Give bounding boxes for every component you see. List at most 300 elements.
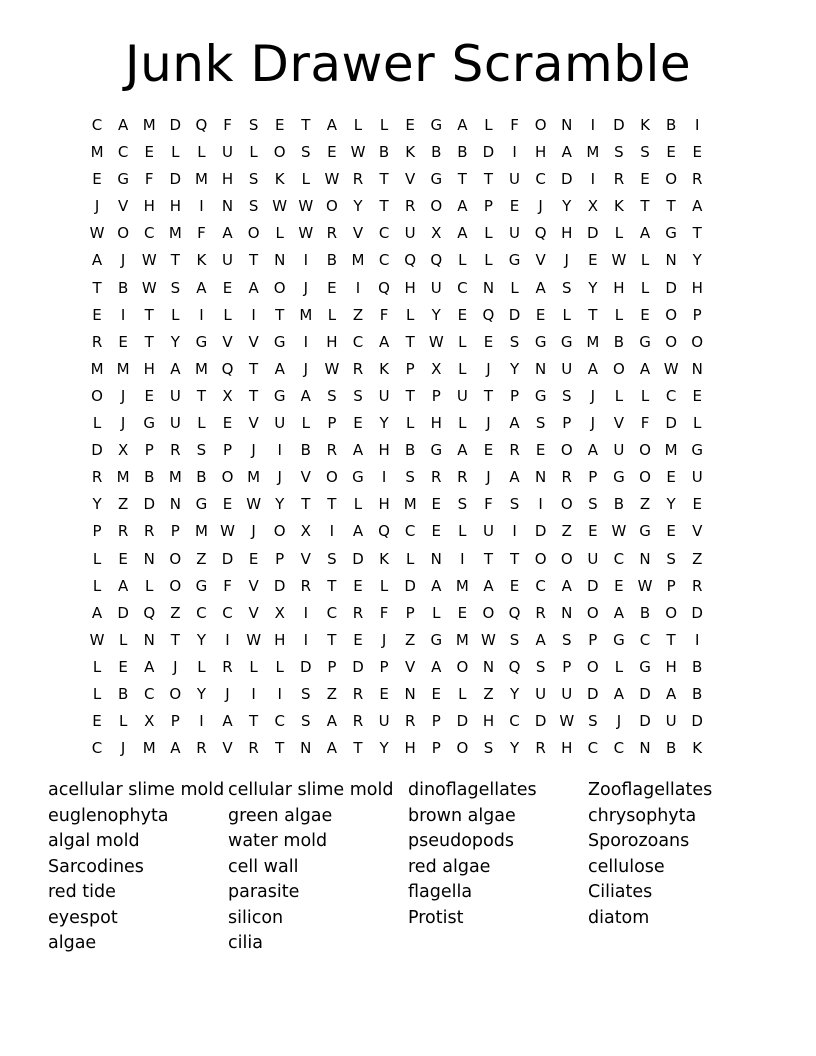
grid-letter: H	[482, 712, 495, 731]
grid-letter: C	[613, 549, 625, 568]
grid-letter: T	[405, 386, 415, 405]
grid-row	[84, 166, 710, 193]
grid-letter: O	[169, 576, 182, 595]
grid-letter: O	[665, 170, 678, 189]
grid-row	[84, 356, 710, 383]
grid-row	[84, 410, 710, 437]
grid-letter: O	[482, 603, 495, 622]
grid-row	[84, 546, 710, 573]
grid-letter: P	[483, 197, 493, 216]
grid-letter: A	[91, 251, 103, 270]
grid-letter: A	[535, 278, 546, 297]
grid-letter: S	[588, 712, 598, 731]
grid-letter: I	[120, 305, 126, 324]
grid-letter: E	[353, 576, 363, 595]
grid-letter: I	[694, 116, 700, 134]
grid-row	[84, 491, 710, 518]
grid-letter: Q	[482, 305, 495, 324]
grid-letter: E	[222, 414, 233, 433]
grid-letter: H	[169, 197, 181, 216]
grid-letter: W	[220, 522, 235, 541]
grid-letter: X	[222, 386, 233, 405]
grid-row	[84, 329, 710, 356]
grid-letter: D	[665, 278, 677, 297]
grid-letter: C	[378, 251, 390, 270]
grid-letter: Y	[196, 630, 206, 649]
grid-letter: I	[277, 441, 282, 460]
grid-letter: T	[249, 386, 259, 405]
grid-letter: F	[484, 495, 493, 514]
grid-letter: W	[481, 630, 496, 649]
grid-letter: Y	[170, 332, 180, 351]
grid-letter: A	[300, 386, 311, 405]
grid-letter: E	[431, 522, 441, 541]
grid-letter: W	[89, 630, 105, 649]
grid-letter: G	[691, 441, 704, 460]
grid-letter: V	[248, 603, 259, 622]
grid-letter: X	[300, 522, 311, 541]
grid-letter: J	[616, 712, 622, 731]
grid-letter: S	[327, 386, 337, 405]
grid-letter: V	[300, 468, 311, 487]
grid-letter: L	[197, 143, 206, 162]
grid-letter: J	[277, 468, 282, 487]
grid-letter: E	[666, 143, 676, 162]
grid-letter: J	[538, 197, 543, 216]
grid-letter: L	[92, 657, 102, 676]
grid-letter: B	[405, 441, 416, 460]
grid-letter: G	[430, 630, 443, 649]
grid-letter: L	[301, 414, 310, 433]
grid-letter: U	[561, 684, 573, 703]
grid-letter: L	[562, 305, 571, 324]
grid-letter: C	[91, 739, 103, 758]
grid-letter: L	[171, 143, 180, 162]
grid-letter: U	[404, 224, 416, 243]
grid-letter: E	[692, 143, 702, 162]
grid-letter: B	[665, 116, 677, 134]
grid-letter: G	[195, 332, 208, 351]
grid-letter: L	[484, 251, 493, 270]
grid-letter: D	[273, 576, 286, 595]
grid-letter: W	[559, 712, 575, 731]
grid-letter: T	[92, 278, 102, 297]
grid-letter: T	[509, 549, 520, 568]
grid-letter: A	[639, 359, 651, 378]
grid-letter: B	[117, 278, 129, 297]
grid-letter: T	[379, 197, 389, 216]
grid-letter: J	[564, 251, 569, 270]
grid-letter: O	[221, 468, 234, 487]
grid-letter: W	[246, 495, 262, 514]
word-list-item: Protist	[408, 907, 464, 928]
grid-letter: I	[199, 712, 204, 731]
grid-letter: Y	[509, 359, 520, 378]
grid-letter: D	[508, 305, 521, 324]
grid-letter: E	[118, 332, 128, 351]
grid-letter: G	[534, 386, 547, 405]
grid-letter: Q	[430, 251, 443, 270]
grid-letter: O	[534, 116, 547, 134]
grid-letter: I	[199, 197, 204, 216]
grid-letter: T	[301, 495, 311, 514]
grid-letter: B	[378, 143, 390, 162]
grid-letter: Z	[196, 549, 207, 568]
grid-letter: L	[405, 305, 415, 324]
grid-letter: T	[483, 549, 494, 568]
grid-letter: W	[663, 359, 679, 378]
grid-letter: D	[352, 657, 364, 676]
grid-letter: A	[118, 116, 129, 134]
grid-letter: D	[560, 170, 573, 189]
grid-letter: T	[249, 251, 259, 270]
grid-letter: S	[248, 116, 259, 134]
word-column	[588, 778, 766, 931]
grid-letter: U	[430, 278, 442, 297]
grid-letter: J	[120, 739, 126, 758]
grid-letter: D	[117, 603, 129, 622]
grid-letter: M	[247, 468, 261, 487]
grid-letter: G	[143, 414, 156, 433]
grid-row	[84, 220, 710, 247]
grid-letter: T	[483, 170, 494, 189]
grid-letter: L	[405, 549, 415, 568]
grid-letter: P	[327, 414, 337, 433]
grid-letter: Z	[118, 495, 129, 514]
grid-letter: A	[170, 359, 181, 378]
grid-letter: R	[613, 170, 625, 189]
grid-letter: W	[272, 197, 288, 216]
grid-letter: F	[640, 414, 650, 433]
grid-letter: A	[326, 712, 338, 731]
grid-letter: R	[91, 468, 103, 487]
grid-letter: F	[379, 305, 389, 324]
grid-letter: Q	[143, 603, 156, 622]
grid-letter: L	[92, 684, 102, 703]
grid-letter: N	[143, 630, 155, 649]
grid-letter: A	[692, 197, 703, 216]
grid-letter: C	[639, 630, 651, 649]
grid-letter: S	[353, 386, 363, 405]
grid-letter: W	[324, 170, 340, 189]
grid-letter: W	[246, 630, 262, 649]
grid-letter: A	[222, 224, 233, 243]
grid-letter: S	[509, 630, 520, 649]
grid-letter: L	[353, 495, 363, 514]
grid-letter: V	[405, 657, 416, 676]
grid-letter: I	[512, 143, 517, 162]
grid-letter: L	[249, 657, 258, 676]
grid-letter: P	[562, 414, 572, 433]
grid-letter: R	[535, 603, 546, 622]
grid-letter: I	[512, 522, 517, 541]
grid-letter: E	[405, 116, 415, 134]
grid-letter: L	[484, 224, 493, 243]
grid-letter: L	[458, 522, 467, 541]
grid-letter: U	[535, 684, 547, 703]
grid-letter: O	[639, 441, 651, 460]
grid-letter: L	[301, 170, 310, 189]
grid-letter: B	[144, 468, 155, 487]
grid-letter: K	[196, 251, 207, 270]
grid-letter: O	[247, 224, 260, 243]
word-list-item: acellular slime mold	[48, 780, 225, 800]
grid-letter: O	[273, 278, 286, 297]
grid-letter: U	[665, 712, 677, 731]
grid-letter: J	[590, 386, 596, 405]
grid-letter: F	[197, 224, 206, 243]
grid-row	[84, 654, 710, 681]
grid-letter: U	[482, 522, 494, 541]
grid-letter: E	[92, 305, 102, 324]
grid-letter: F	[223, 576, 232, 595]
grid-letter: Z	[692, 549, 703, 568]
grid-letter: Y	[196, 684, 206, 703]
grid-letter: Q	[221, 359, 234, 378]
grid-letter: S	[327, 549, 337, 568]
grid-letter: Y	[666, 495, 676, 514]
grid-letter: T	[327, 576, 337, 595]
grid-letter: O	[613, 359, 625, 378]
grid-letter: B	[639, 603, 651, 622]
grid-letter: P	[222, 441, 233, 460]
grid-letter: N	[691, 359, 703, 378]
grid-letter: J	[94, 197, 100, 216]
grid-letter: N	[665, 251, 677, 270]
grid-letter: V	[300, 549, 311, 568]
grid-row	[84, 708, 710, 735]
grid-letter: A	[457, 224, 468, 243]
word-list-item: parasite	[228, 882, 300, 902]
grid-letter: P	[405, 603, 415, 622]
grid-letter: N	[482, 278, 495, 297]
grid-letter: Q	[404, 251, 417, 270]
grid-row	[84, 627, 710, 654]
grid-letter: E	[692, 495, 702, 514]
grid-letter: M	[586, 143, 600, 162]
word-list-item: brown algae	[408, 805, 516, 826]
grid-letter: N	[300, 739, 312, 758]
grid-letter: L	[197, 414, 206, 433]
grid-letter: L	[92, 414, 102, 433]
grid-letter: L	[92, 576, 102, 595]
word-list-item: cellulose	[588, 856, 665, 877]
grid-row	[84, 247, 710, 274]
grid-row	[84, 275, 710, 302]
grid-letter: P	[92, 522, 102, 541]
grid-letter: O	[691, 332, 704, 351]
grid-letter: W	[611, 522, 627, 541]
grid-letter: P	[170, 522, 180, 541]
grid-letter: M	[116, 359, 130, 378]
grid-letter: M	[142, 116, 156, 134]
grid-letter: H	[143, 359, 155, 378]
grid-letter: G	[613, 630, 625, 649]
grid-letter: L	[614, 386, 624, 405]
grid-letter: E	[640, 305, 650, 324]
grid-letter: A	[222, 712, 233, 731]
grid-letter: R	[352, 170, 364, 189]
grid-letter: A	[457, 197, 468, 216]
grid-letter: L	[353, 116, 363, 134]
grid-letter: V	[352, 224, 364, 243]
grid-letter: T	[379, 170, 389, 189]
grid-letter: S	[561, 386, 572, 405]
grid-letter: H	[613, 278, 625, 297]
word-list-item: red tide	[48, 882, 116, 902]
grid-letter: A	[91, 603, 103, 622]
grid-letter: T	[327, 630, 337, 649]
grid-letter: N	[639, 739, 651, 758]
grid-letter: I	[199, 305, 204, 324]
grid-letter: M	[168, 468, 182, 487]
grid-letter: E	[588, 522, 598, 541]
grid-row	[84, 193, 710, 220]
grid-letter: V	[613, 414, 625, 433]
grid-letter: A	[483, 576, 494, 595]
grid-letter: I	[251, 305, 256, 324]
grid-letter: R	[117, 522, 129, 541]
grid-letter: C	[117, 143, 129, 162]
grid-letter: A	[587, 359, 598, 378]
grid-letter: B	[692, 684, 703, 703]
word-list-item: water mold	[228, 831, 328, 851]
grid-letter: R	[196, 739, 207, 758]
grid-letter: Z	[561, 522, 572, 541]
grid-letter: Z	[639, 495, 651, 514]
word-column	[228, 778, 406, 957]
word-list-item: euglenophyta	[48, 805, 169, 826]
grid-letter: E	[692, 386, 702, 405]
grid-letter: L	[197, 657, 206, 676]
grid-letter: M	[90, 359, 104, 378]
grid-letter: K	[379, 359, 389, 378]
grid-letter: T	[170, 630, 180, 649]
grid-letter: U	[378, 386, 390, 405]
grid-letter: J	[486, 468, 491, 487]
grid-letter: E	[666, 522, 676, 541]
grid-letter: C	[326, 603, 338, 622]
grid-row	[84, 681, 710, 708]
grid-letter: I	[251, 684, 256, 703]
grid-letter: H	[665, 657, 677, 676]
grid-letter: G	[195, 495, 208, 514]
grid-letter: E	[274, 116, 285, 134]
grid-letter: O	[534, 549, 547, 568]
grid-letter: U	[509, 170, 521, 189]
grid-letter: E	[144, 386, 154, 405]
grid-letter: Y	[431, 305, 441, 324]
grid-letter: K	[274, 170, 285, 189]
grid-letter: X	[431, 359, 442, 378]
grid-letter: R	[404, 197, 416, 216]
grid-letter: G	[430, 441, 443, 460]
grid-letter: U	[613, 441, 625, 460]
grid-letter: O	[117, 224, 130, 243]
grid-letter: O	[456, 739, 469, 758]
grid-letter: D	[143, 495, 156, 514]
grid-letter: A	[144, 657, 155, 676]
grid-letter: R	[431, 468, 442, 487]
grid-letter: H	[143, 197, 155, 216]
grid-letter: G	[639, 657, 651, 676]
grid-letter: O	[273, 522, 286, 541]
grid-letter: P	[431, 712, 441, 731]
grid-letter: U	[222, 251, 233, 270]
grid-letter: S	[535, 657, 546, 676]
grid-letter: R	[144, 522, 155, 541]
grid-letter: S	[561, 278, 572, 297]
grid-letter: E	[431, 684, 441, 703]
grid-letter: H	[378, 495, 390, 514]
grid-letter: E	[92, 170, 102, 189]
grid-letter: T	[640, 197, 650, 216]
grid-letter: P	[588, 468, 598, 487]
word-list-item: red algae	[408, 856, 491, 877]
grid-letter: I	[303, 332, 309, 351]
grid-letter: T	[457, 170, 467, 189]
grid-letter: A	[431, 657, 442, 676]
grid-letter: X	[587, 197, 598, 216]
grid-letter: E	[483, 441, 494, 460]
grid-letter: J	[251, 441, 256, 460]
grid-letter: A	[665, 684, 677, 703]
grid-letter: A	[326, 739, 338, 758]
grid-letter: S	[640, 143, 650, 162]
grid-letter: O	[169, 549, 182, 568]
grid-letter: Y	[92, 495, 102, 514]
grid-letter: A	[509, 468, 520, 487]
grid-letter: D	[91, 441, 103, 460]
grid-letter: K	[640, 116, 650, 134]
grid-letter: J	[486, 414, 491, 433]
grid-letter: A	[639, 224, 651, 243]
grid-letter: D	[534, 522, 547, 541]
grid-letter: I	[303, 251, 309, 270]
grid-letter: R	[352, 684, 364, 703]
grid-letter: U	[691, 468, 703, 487]
grid-letter: T	[249, 712, 259, 731]
grid-letter: Q	[508, 657, 521, 676]
grid-letter: O	[560, 441, 573, 460]
grid-letter: A	[274, 359, 285, 378]
grid-letter: C	[509, 712, 520, 731]
grid-letter: L	[614, 657, 624, 676]
grid-letter: L	[614, 305, 624, 324]
grid-letter: R	[352, 603, 364, 622]
word-list-item: Sporozoans	[588, 831, 690, 851]
grid-letter: E	[248, 549, 259, 568]
grid-letter: S	[170, 278, 181, 297]
grid-letter: T	[353, 739, 363, 758]
grid-letter: R	[170, 441, 181, 460]
grid-letter: L	[458, 251, 467, 270]
grid-letter: P	[666, 576, 676, 595]
grid-letter: L	[118, 712, 128, 731]
grid-letter: L	[432, 603, 441, 622]
word-list-item: eyespot	[48, 907, 118, 928]
grid-letter: F	[510, 116, 519, 134]
grid-letter: T	[301, 116, 311, 134]
grid-letter: N	[561, 603, 573, 622]
grid-letter: B	[613, 495, 625, 514]
grid-row	[84, 302, 710, 329]
grid-letter: E	[118, 657, 128, 676]
grid-letter: A	[118, 576, 129, 595]
grid-letter: C	[196, 603, 207, 622]
grid-letter: E	[535, 441, 546, 460]
grid-letter: L	[379, 576, 389, 595]
